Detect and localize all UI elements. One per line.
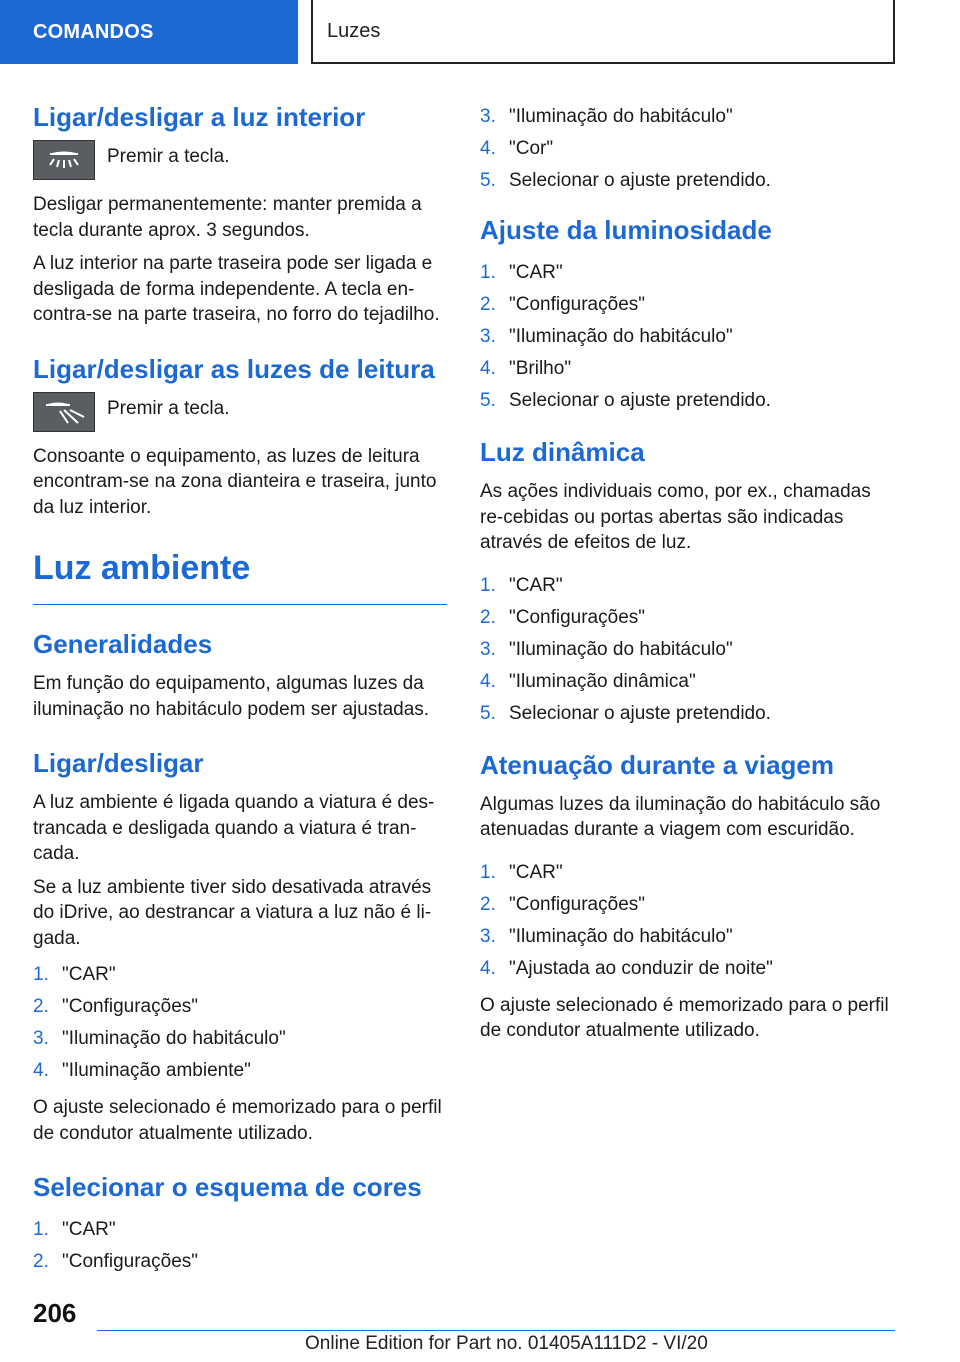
list-item: 3. "Iluminação do habitáculo": [33, 1028, 286, 1049]
header-section-label: COMANDOS: [0, 0, 298, 64]
section-title-dimming: Atenuação durante a viagem: [480, 749, 834, 780]
list-item: 4. "Ajustada ao conduzir de noite": [480, 957, 773, 979]
interior-light-key-row: [33, 144, 447, 180]
list-item: 2. "Configurações": [480, 294, 646, 315]
paragraph: O ajuste selecionado é memorizado para o perfil de condutor atualmente utilizado.: [33, 1097, 442, 1144]
section-title-interior-light: Ligar/desligar a luz interior: [33, 102, 366, 132]
steps-list: [33, 1214, 447, 1278]
steps-list: [480, 257, 896, 417]
reading-light-key-icon: [33, 392, 95, 432]
section-title-reading-lights: Ligar/desligar as luzes de leitura: [33, 353, 435, 384]
list-item: 1. "CAR": [480, 262, 563, 283]
page-number: 206: [33, 1298, 77, 1328]
footer-divider: [97, 1330, 895, 1331]
paragraph: O ajuste selecionado é memorizado para o perfil de condutor atualmente utilizado.: [480, 994, 889, 1041]
list-item: 1. "CAR": [33, 1219, 116, 1240]
chapter-title: Luz ambiente: [33, 546, 447, 605]
interior-light-key-icon: [33, 140, 95, 180]
paragraph: Se a luz ambiente tiver sido desativada através do iDrive, ao destrancar a viatura a luz não é li-gada.: [33, 876, 432, 949]
list-item: 3. "Iluminação do habitáculo": [480, 925, 733, 947]
section-title-dynamic-light: Luz dinâmica: [480, 437, 645, 467]
section-title-color-scheme: Selecionar o esquema de cores: [33, 1172, 422, 1202]
paragraph: Algumas luzes da iluminação do habitáculo são atenuadas durante a viagem com escuridão.: [480, 793, 881, 840]
list-item: 2. "Configurações": [33, 1251, 199, 1272]
reading-light-key-row: [33, 396, 447, 432]
left-column: [33, 100, 447, 1286]
section-title-switch: Ligar/desligar: [33, 748, 204, 778]
list-item: 3. "Iluminação do habitáculo": [480, 326, 733, 347]
list-item: 1. "CAR": [480, 861, 563, 883]
paragraph: Em função do equipamento, algumas luzes da iluminação no habitáculo podem ser ajustadas.: [33, 673, 430, 720]
list-item: 2. "Configurações": [33, 996, 199, 1017]
section-title-general: Generalidades: [33, 629, 213, 659]
list-item: 3. "Iluminação do habitáculo": [480, 638, 733, 660]
list-item: 5. Selecionar o ajuste pretendido.: [480, 170, 771, 191]
steps-list: [480, 857, 896, 985]
list-item: 2. "Configurações": [480, 893, 646, 915]
list-item: 3. "Iluminação do habitáculo": [480, 106, 733, 127]
steps-list: [480, 570, 896, 730]
right-column: [480, 101, 896, 1052]
list-item: 5. Selecionar o ajuste pretendido.: [480, 390, 771, 411]
header-chapter-label: Luzes: [311, 0, 895, 64]
list-item: 4. "Iluminação dinâmica": [480, 670, 696, 692]
paragraph: A luz interior na parte traseira pode ser ligada e desligada de forma independente. A tecla en-contra-se na parte traseira, no forro do tejadilho.: [33, 253, 440, 325]
steps-list: [33, 959, 447, 1087]
reading-light-key-instruction: Premir a tecla.: [107, 397, 230, 419]
list-item: 2. "Configurações": [480, 606, 646, 628]
paragraph: As ações individuais como, por ex., chamadas re-cebidas ou portas abertas são indicadas através de efeitos de luz.: [480, 481, 871, 553]
list-item: 4. "Brilho": [480, 358, 572, 379]
section-title-brightness: Ajuste da luminosidade: [480, 215, 772, 245]
paragraph: A luz ambiente é ligada quando a viatura é des-trancada e desligada quando a viatura é tran-cada.: [33, 792, 435, 864]
interior-light-key-instruction: Premir a tecla.: [107, 146, 230, 167]
paragraph: Desligar permanentemente: manter premida a tecla durante aprox. 3 segundos.: [33, 194, 422, 241]
paragraph: Consoante o equipamento, as luzes de leitura encontram-se na zona dianteira e traseira, junto da luz interior.: [33, 445, 437, 518]
list-item: 4. "Iluminação ambiente": [33, 1060, 251, 1081]
footer-edition: Online Edition for Part no. 01405A111D2 - VI/20: [305, 1333, 708, 1354]
list-item: 1. "CAR": [480, 574, 563, 596]
list-item: 5. Selecionar o ajuste pretendido.: [480, 702, 771, 724]
steps-list: [480, 101, 896, 197]
list-item: 1. "CAR": [33, 964, 116, 985]
list-item: 4. "Cor": [480, 138, 554, 159]
